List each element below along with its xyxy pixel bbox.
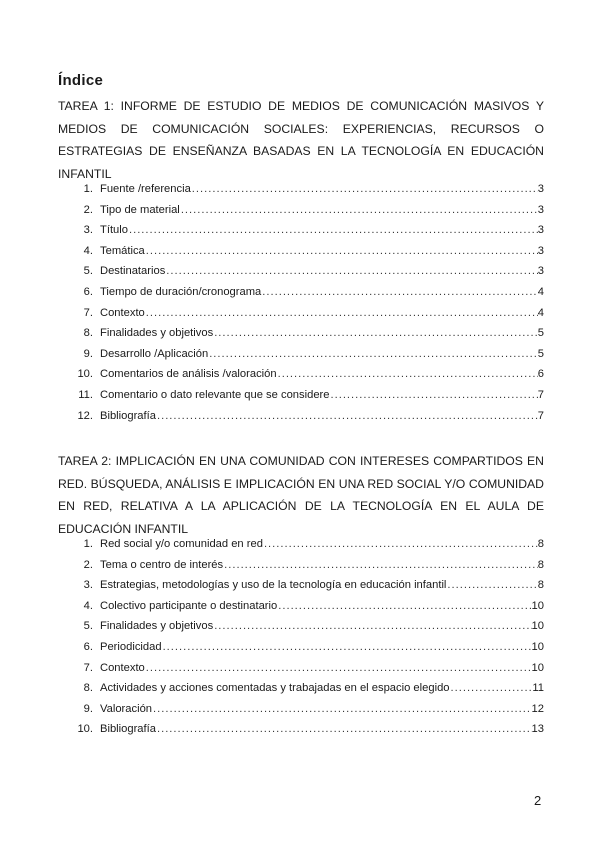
- toc-entry[interactable]: [58, 200, 544, 221]
- toc-entry-page: 11: [532, 682, 544, 695]
- page-number: 2: [534, 793, 542, 808]
- dot-leader: [145, 658, 532, 679]
- toc-entry-label: Colectivo participante o destinatario: [100, 599, 278, 612]
- toc-entry-page: 10: [531, 620, 544, 633]
- toc-entry-number: 6.: [83, 285, 93, 298]
- dot-leader: [450, 678, 533, 699]
- dot-leader: [162, 637, 532, 658]
- dot-leader: [277, 364, 538, 385]
- toc-entry-page: 12: [531, 702, 544, 715]
- toc-entry-number: 7.: [83, 661, 93, 674]
- toc-entry-number: 9.: [83, 347, 93, 360]
- toc-entry-number: 3.: [83, 579, 93, 592]
- dot-leader: [128, 220, 538, 241]
- toc-entry[interactable]: [58, 406, 544, 427]
- toc-entry-number: 2.: [83, 558, 93, 571]
- toc-entry-number: 10.: [77, 368, 93, 381]
- toc-entry-page: 3: [537, 183, 544, 195]
- toc-entry-label: Finalidades y objetivos: [100, 327, 214, 340]
- toc-entry-page: 3: [537, 244, 544, 257]
- toc-entry-label: Contexto: [100, 306, 145, 319]
- toc-entry-page: 4: [537, 285, 544, 298]
- task1-heading: TAREA 1: INFORME DE ESTUDIO DE MEDIOS DE COMUNICACIÓN MASIVOS Y MEDIOS DE COMUNICACIÓN SOCIALES: EXPERIENCIAS, RECURSOS O ESTRATEGIAS DE ENSEÑANZA BASADAS EN LA TECNOLOGÍA EN EDUCACIÓN INFANTIL: [58, 99, 544, 181]
- toc-entry-number: 5.: [83, 620, 93, 633]
- dot-leader: [152, 699, 532, 720]
- dot-leader: [263, 534, 538, 555]
- toc-entry-label: Destinatarios: [100, 265, 166, 278]
- toc-entry-page: 3: [537, 224, 544, 237]
- task2-toc-list: [58, 534, 544, 740]
- toc-entry-label: Valoración: [100, 702, 153, 715]
- dot-leader: [277, 596, 531, 617]
- toc-entry-label: Bibliografía: [100, 409, 156, 422]
- toc-entry[interactable]: [58, 678, 544, 699]
- toc-entry-label: Bibliografía: [100, 723, 156, 736]
- toc-entry[interactable]: [58, 385, 544, 406]
- toc-entry-number: 2.: [83, 203, 93, 216]
- toc-entry[interactable]: [58, 555, 544, 576]
- toc-entry[interactable]: [58, 616, 544, 637]
- toc-entry[interactable]: [58, 637, 544, 658]
- dot-leader: [446, 575, 537, 596]
- toc-entry-label: Red social y/o comunidad en red: [100, 538, 263, 550]
- toc-entry-label: Temática: [100, 244, 145, 257]
- toc-entry-label: Fuente /referencia: [100, 183, 191, 195]
- toc-entry[interactable]: [58, 534, 544, 555]
- toc-entry-page: 7: [537, 388, 544, 401]
- dot-leader: [145, 241, 538, 262]
- toc-entry[interactable]: [58, 220, 544, 241]
- dot-leader: [145, 303, 538, 324]
- toc-entry-number: 4.: [83, 244, 93, 257]
- index-title: Índice: [58, 72, 104, 89]
- toc-entry-page: 3: [537, 203, 544, 216]
- toc-entry-number: 7.: [83, 306, 93, 319]
- toc-entry-page: 8: [537, 579, 544, 592]
- dot-leader: [208, 344, 538, 365]
- dot-leader: [180, 200, 538, 221]
- toc-entry-label: Finalidades y objetivos: [100, 620, 214, 633]
- toc-entry-page: 3: [537, 265, 544, 278]
- toc-entry-page: 8: [537, 558, 544, 571]
- toc-entry-label: Título: [100, 224, 128, 237]
- toc-entry-label: Actividades y acciones comentadas y trabajadas en el espacio elegido: [100, 682, 450, 695]
- dot-leader: [156, 406, 538, 427]
- toc-entry-number: 12.: [77, 409, 93, 422]
- toc-entry-page: 4: [537, 306, 544, 319]
- toc-entry-label: Tipo de material: [100, 203, 180, 216]
- toc-entry[interactable]: [58, 344, 544, 365]
- toc-entry-page: 7: [537, 409, 544, 422]
- toc-entry-number: 4.: [83, 599, 93, 612]
- toc-entry-number: 8.: [83, 327, 93, 340]
- dot-leader: [213, 323, 538, 344]
- task1-toc-list: [58, 179, 544, 426]
- toc-entry-page: 8: [537, 538, 544, 550]
- toc-entry-label: Tema o centro de interés: [100, 558, 224, 571]
- toc-entry-page: 10: [531, 661, 544, 674]
- dot-leader: [330, 385, 538, 406]
- toc-entry-number: 1.: [83, 183, 93, 195]
- toc-entry-label: Estrategias, metodologías y uso de la tecnología en educación infantil: [100, 579, 447, 592]
- toc-entry-number: 3.: [83, 224, 93, 237]
- toc-entry-page: 6: [537, 368, 544, 381]
- dot-leader: [191, 179, 538, 200]
- toc-entry-label: Comentarios de análisis /valoración: [100, 368, 277, 381]
- dot-leader: [261, 282, 537, 303]
- toc-entry[interactable]: [58, 303, 544, 324]
- toc-entry-page: 13: [531, 723, 544, 736]
- dot-leader: [156, 719, 532, 740]
- toc-entry[interactable]: [58, 719, 544, 740]
- toc-entry-number: 1.: [83, 538, 93, 550]
- toc-entry[interactable]: [58, 658, 544, 679]
- toc-entry[interactable]: [58, 261, 544, 282]
- toc-entry-number: 9.: [83, 702, 93, 715]
- toc-entry-label: Desarrollo /Aplicación: [100, 347, 209, 360]
- toc-entry[interactable]: [58, 323, 544, 344]
- toc-entry[interactable]: [58, 699, 544, 720]
- toc-entry-label: Periodicidad: [100, 640, 162, 653]
- toc-entry-page: 5: [537, 347, 544, 360]
- toc-entry-label: Tiempo de duración/cronograma: [100, 285, 262, 298]
- dot-leader: [165, 261, 537, 282]
- toc-entry[interactable]: [58, 596, 544, 617]
- toc-entry-number: 6.: [83, 640, 93, 653]
- dot-leader: [213, 616, 531, 637]
- toc-entry-page: 10: [531, 640, 544, 653]
- toc-entry[interactable]: [58, 364, 544, 385]
- toc-entry-number: 11.: [78, 388, 93, 401]
- toc-entry[interactable]: [58, 575, 544, 596]
- toc-entry-number: 10.: [77, 723, 93, 736]
- toc-entry[interactable]: [58, 179, 544, 200]
- toc-entry[interactable]: [58, 241, 544, 262]
- dot-leader: [223, 555, 538, 576]
- task2-heading: TAREA 2: IMPLICACIÓN EN UNA COMUNIDAD CON INTERESES COMPARTIDOS EN RED. BÚSQUEDA, ANÁLISIS E IMPLICACIÓN EN UNA RED SOCIAL Y/O COMUNIDAD EN RED, RELATIVA A LA APLICACIÓN DE LA TECNOLOGÍA EN EL AULA DE EDUCACIÓN INFANTIL: [58, 454, 544, 536]
- toc-entry-page: 10: [531, 599, 544, 612]
- toc-entry-page: 5: [537, 327, 544, 340]
- toc-entry-label: Contexto: [100, 661, 145, 674]
- toc-entry[interactable]: [58, 282, 544, 303]
- toc-entry-label: Comentario o dato relevante que se considere: [100, 388, 330, 401]
- toc-entry-number: 8.: [83, 682, 93, 695]
- toc-entry-number: 5.: [83, 265, 93, 278]
